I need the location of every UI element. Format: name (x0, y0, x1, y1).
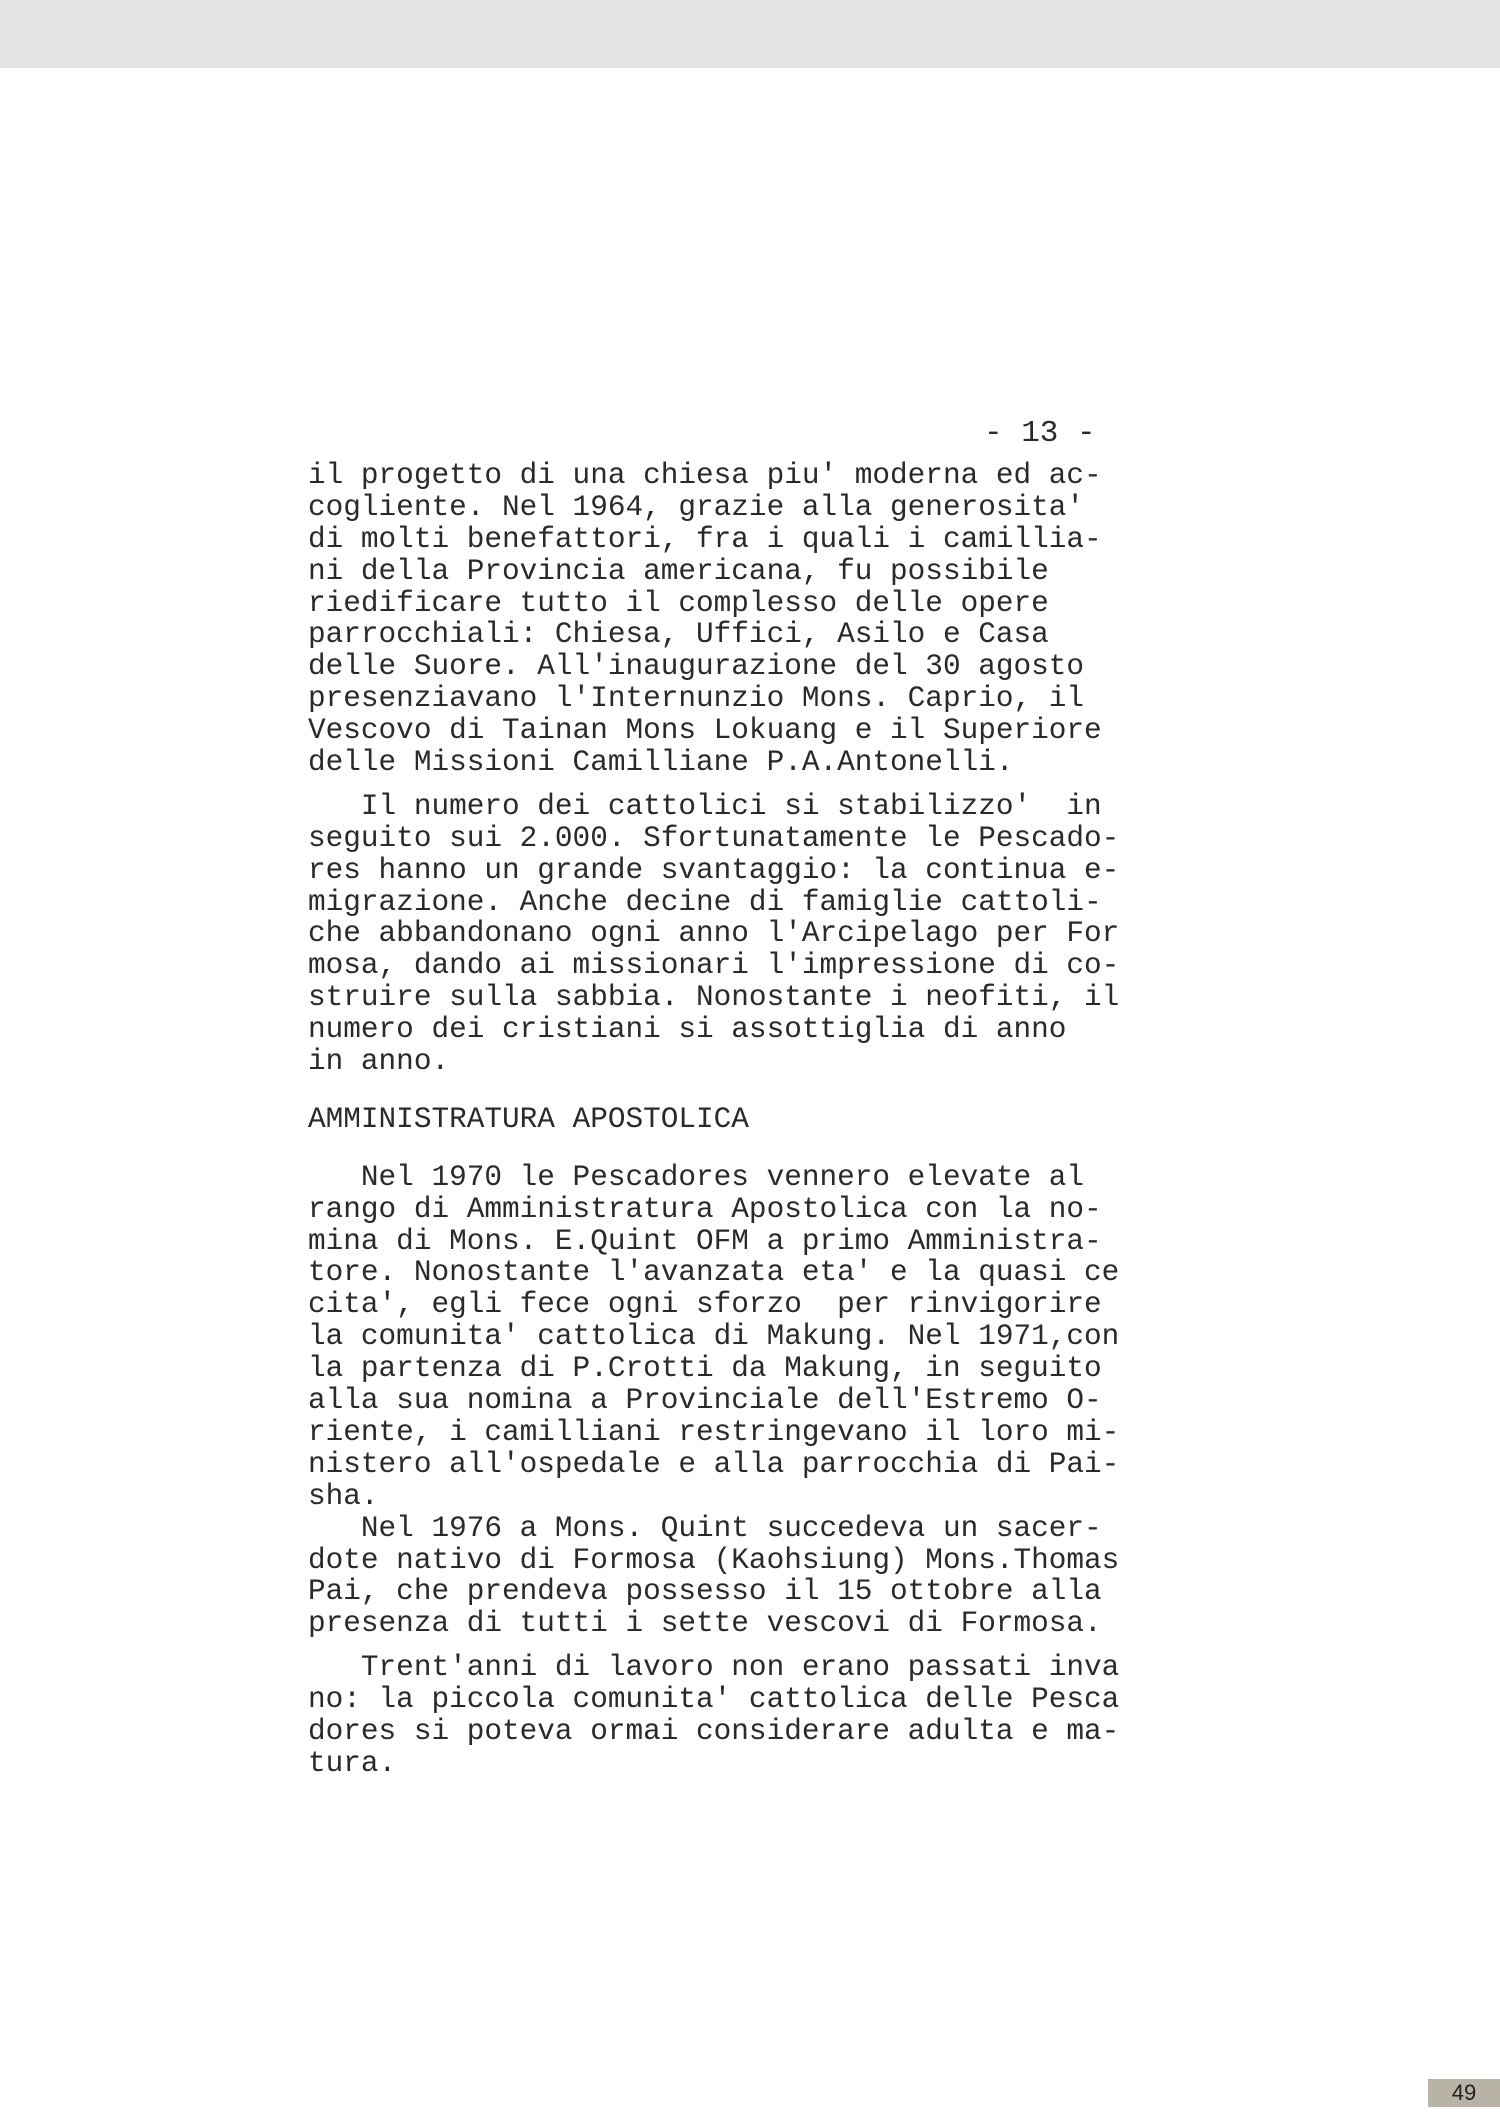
text-line: struire sulla sabbia. Nonostante i neofiti, il (308, 981, 1120, 1015)
text-line: in anno. (308, 1045, 450, 1079)
text-line: delle Missioni Camilliane P.A.Antonelli. (308, 746, 1014, 780)
text-line: dote nativo di Formosa (Kaohsiung) Mons.Thomas (308, 1543, 1120, 1577)
text-line: tura. (308, 1746, 397, 1780)
text-line: res hanno un grande svantaggio: la continua e- (308, 853, 1120, 887)
paragraph-1 (308, 460, 1188, 779)
text-line: mosa, dando ai missionari l'impressione di co- (308, 949, 1120, 983)
footer-page-number: 49 (1428, 2079, 1500, 2107)
text-line: numero dei cristiani si assottiglia di anno (308, 1013, 1067, 1047)
text-line: Vescovo di Tainan Mons Lokuang e il Superiore (308, 714, 1102, 748)
text-line: tore. Nonostante l'avanzata eta' e la quasi ce (308, 1256, 1120, 1290)
text-line: il progetto di una chiesa piu' moderna ed ac- (308, 459, 1102, 492)
section-heading: AMMINISTRATURA APOSTOLICA (308, 1102, 749, 1136)
text-line: Pai, che prendeva possesso il 15 ottobre alla (308, 1575, 1102, 1609)
text-line: presenza di tutti i sette vescovi di Formosa. (308, 1607, 1102, 1641)
text-line: presenziavano l'Internunzio Mons. Caprio, il (308, 682, 1085, 716)
scan-top-band (0, 0, 1500, 68)
text-line: cita', egli fece ogni sforzo per rinvigorire (308, 1288, 1102, 1322)
paragraph-3 (308, 1162, 1188, 1640)
text-line: Nel 1976 a Mons. Quint succedeva un sacer- (308, 1511, 1102, 1545)
text-line: delle Suore. All'inaugurazione del 30 agosto (308, 650, 1085, 684)
text-line: Trent'anni di lavoro non erano passati inva (308, 1651, 1120, 1685)
text-line: cogliente. Nel 1964, grazie alla generosita' (308, 490, 1085, 524)
text-line: Nel 1970 le Pescadores vennero elevate al (308, 1160, 1085, 1194)
text-line: di molti benefattori, fra i quali i camillia- (308, 522, 1102, 556)
text-line: riedificare tutto il complesso delle opere (308, 586, 1049, 620)
text-line: alla sua nomina a Provinciale dell'Estremo O- (308, 1384, 1102, 1418)
document-body (308, 460, 1188, 1780)
text-line: sha. (308, 1479, 379, 1513)
text-line: dores si poteva ormai considerare adulta e ma- (308, 1714, 1120, 1748)
text-line: nistero all'ospedale e alla parrocchia di Pai- (308, 1447, 1120, 1481)
text-line: no: la piccola comunita' cattolica delle Pesca (308, 1683, 1120, 1717)
text-line: mina di Mons. E.Quint OFM a primo Amministra- (308, 1224, 1102, 1258)
text-line: parrocchiali: Chiesa, Uffici, Asilo e Casa (308, 618, 1049, 652)
paragraph-4 (308, 1652, 1188, 1780)
typed-page-number: - 13 - (984, 416, 1096, 451)
text-line: ni della Provincia americana, fu possibile (308, 554, 1049, 588)
text-line: la partenza di P.Crotti da Makung, in seguito (308, 1352, 1102, 1386)
text-line: migrazione. Anche decine di famiglie cattoli- (308, 885, 1102, 919)
text-line: riente, i camilliani restringevano il loro mi- (308, 1415, 1120, 1449)
paragraph-2 (308, 791, 1188, 1078)
text-line: che abbandonano ogni anno l'Arcipelago per For (308, 917, 1120, 951)
text-line: Il numero dei cattolici si stabilizzo' in (308, 789, 1102, 823)
text-line: rango di Amministratura Apostolica con la no- (308, 1192, 1102, 1226)
text-line: la comunita' cattolica di Makung. Nel 1971,con (308, 1320, 1120, 1354)
text-line: seguito sui 2.000. Sfortunatamente le Pescado- (308, 821, 1120, 855)
